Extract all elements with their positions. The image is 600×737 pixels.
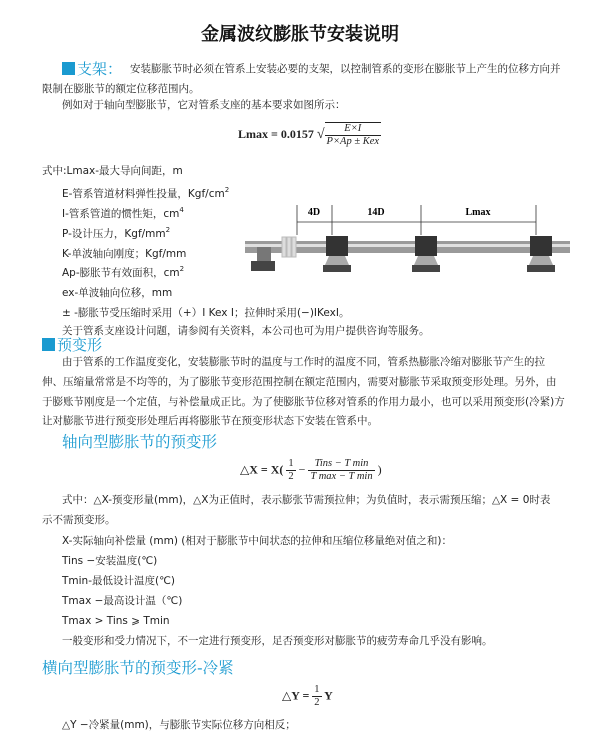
half-denominator: 2 [288,471,294,482]
minus-sign: − [298,462,306,477]
support-diagram [245,195,570,280]
legend-item [62,243,186,261]
lateral-line: △Y −冷紧量(mm)，与膨胀节实际位移方向相反； [62,719,296,731]
axial-text-line: X-实际轴向补偿量 (mm) (相对于膨胀节中间状态的拉伸和压缩位移量绝对值之和)： [62,535,452,547]
half-denominator: 2 [314,697,320,708]
axial-text-line: 一般变形和受力情况下，不一定进行预变形，足否预变形对膨胀节的疲劳寿命几乎没有影响。 [62,635,493,647]
legend-text: Ap-膨胀节有效面积，cm [62,267,180,279]
legend-item [62,282,172,300]
legend-text: E-管系管道材料弹性投量，Kgf/cm [62,188,225,200]
heading-text: 支架： [77,60,123,78]
legend-text: K-单波轴向刚度；Kgf/mm [62,248,187,260]
formula-numerator: Tins − T min [308,458,374,471]
dim-label-4d: 4D [307,207,321,218]
formula-lhs: △X = X( [240,462,284,477]
guide-support [527,236,555,272]
legend-item [62,203,184,221]
legend-superscript: 2 [179,265,185,273]
dimension-lines [297,205,536,235]
legend-text: ex-单波轴向位移，mm [62,287,173,299]
formula-denominator: P×Ap ± Kex [326,136,380,147]
delta-y-formula [282,684,333,709]
section-heading-support [62,58,122,79]
formula-lhs: Lmax = 0.0157 [238,126,314,141]
axial-text-line: 示不需预变形。 [42,514,116,526]
predeform-para-line: 伸、压缩量常常是不均等的，为了膨胀节变形范围控制在额定范围内，需要对膨胀节采取预变形处理。另外，由 [42,376,557,388]
legend-superscript: 4 [179,206,184,214]
support-example: 例如对于轴向型膨胀节，它对管系支座的基本要求如图所示： [62,99,346,111]
axial-text-line: Tmax > Tins ⩾ Tmin [62,615,170,627]
predeform-para-line: 由于管系的工作温度变化，安装膨胀节时的温度与工作时的温度不同，管系热膨胀冷缩对膨胀节产生的拉 [62,356,545,368]
legend-text: I-管系管道的惯性矩，cm [62,208,180,220]
axial-text-line: Tmin-最低设计温度(℃) [62,575,175,587]
predeform-para-line: 让对膨胀节进行预变形处理后再将膨胀节在预变形状态下安装在管系中。 [42,415,378,427]
guide-support [323,236,351,272]
dim-label-14d: 14D [367,207,385,218]
legend-text: ± -膨胀节受压缩时采用（+）I Kex I；拉伸时采用(−)IKexI。 [62,307,350,319]
section-heading-axial: 轴向型膨胀节的预变形 [62,433,218,451]
support-note: 关于管系支座设计问题，请参阅有关资料，本公司也可为用户提供咨询等服务。 [62,325,430,337]
axial-text-line: Tmax −最高设计温（℃) [62,595,183,607]
formula-rhs: Y [324,688,333,703]
bellows [282,237,296,257]
square-bullet-icon [42,338,55,351]
legend-text: P-设计压力，Kgf/mm [62,228,166,240]
heading-text: 预变形 [57,336,103,354]
section-heading-predeform [42,334,102,355]
support-intro-line1: 安装膨胀节时必须在管系上安装必要的支架，以控制管系的变形在膨胀节上产生的位移方向并 [130,63,561,75]
legend-superscript: 2 [165,226,171,234]
predeform-para-line: 于膨账节刚度是一个定值，与补偿量成正比。为了使膨胀节位移对管系的作用力最小，也可以采用预变形(冷紧)方 [42,396,565,408]
axial-text-line: Tins −安装温度(℃) [62,555,158,567]
legend-item [62,223,170,241]
formula-lhs: △Y = [282,688,310,703]
legend-item [62,262,184,280]
dim-label-lmax: Lmax [465,207,491,218]
lmax-formula: Lmax = 0.0157 √ $\frac{E\times I}{\text{P×Ap ± Kex}}$ [238,123,380,147]
half-numerator: 1 [288,458,294,469]
half-numerator: 1 [314,684,320,695]
support-intro-line2: 限制在膨胀节的额定位移范围内。 [42,83,200,95]
guide-support [412,236,440,272]
section-heading-lateral: 横向型膨胀节的预变形-冷紧 [42,659,234,677]
formula-denominator: T max − T min [310,471,373,482]
legend-item [62,302,349,320]
legend-intro: 式中:Lmax-最大导向间距，m [42,165,183,177]
legend-item [62,183,229,201]
square-bullet-icon [62,62,75,75]
formula-numerator: E×I [325,123,382,136]
formula-close: ) [377,462,382,477]
axial-text-line: 式中：△X-预变形量(mm)，△X为正值时，表示膨张节需预拉伸；为负值时，表示需预压缩；△X = 0时表 [62,494,551,506]
legend-superscript: 2 [224,186,230,194]
page-title: 金属波纹膨胀节安装说明 [201,24,399,45]
delta-x-formula [240,458,382,483]
